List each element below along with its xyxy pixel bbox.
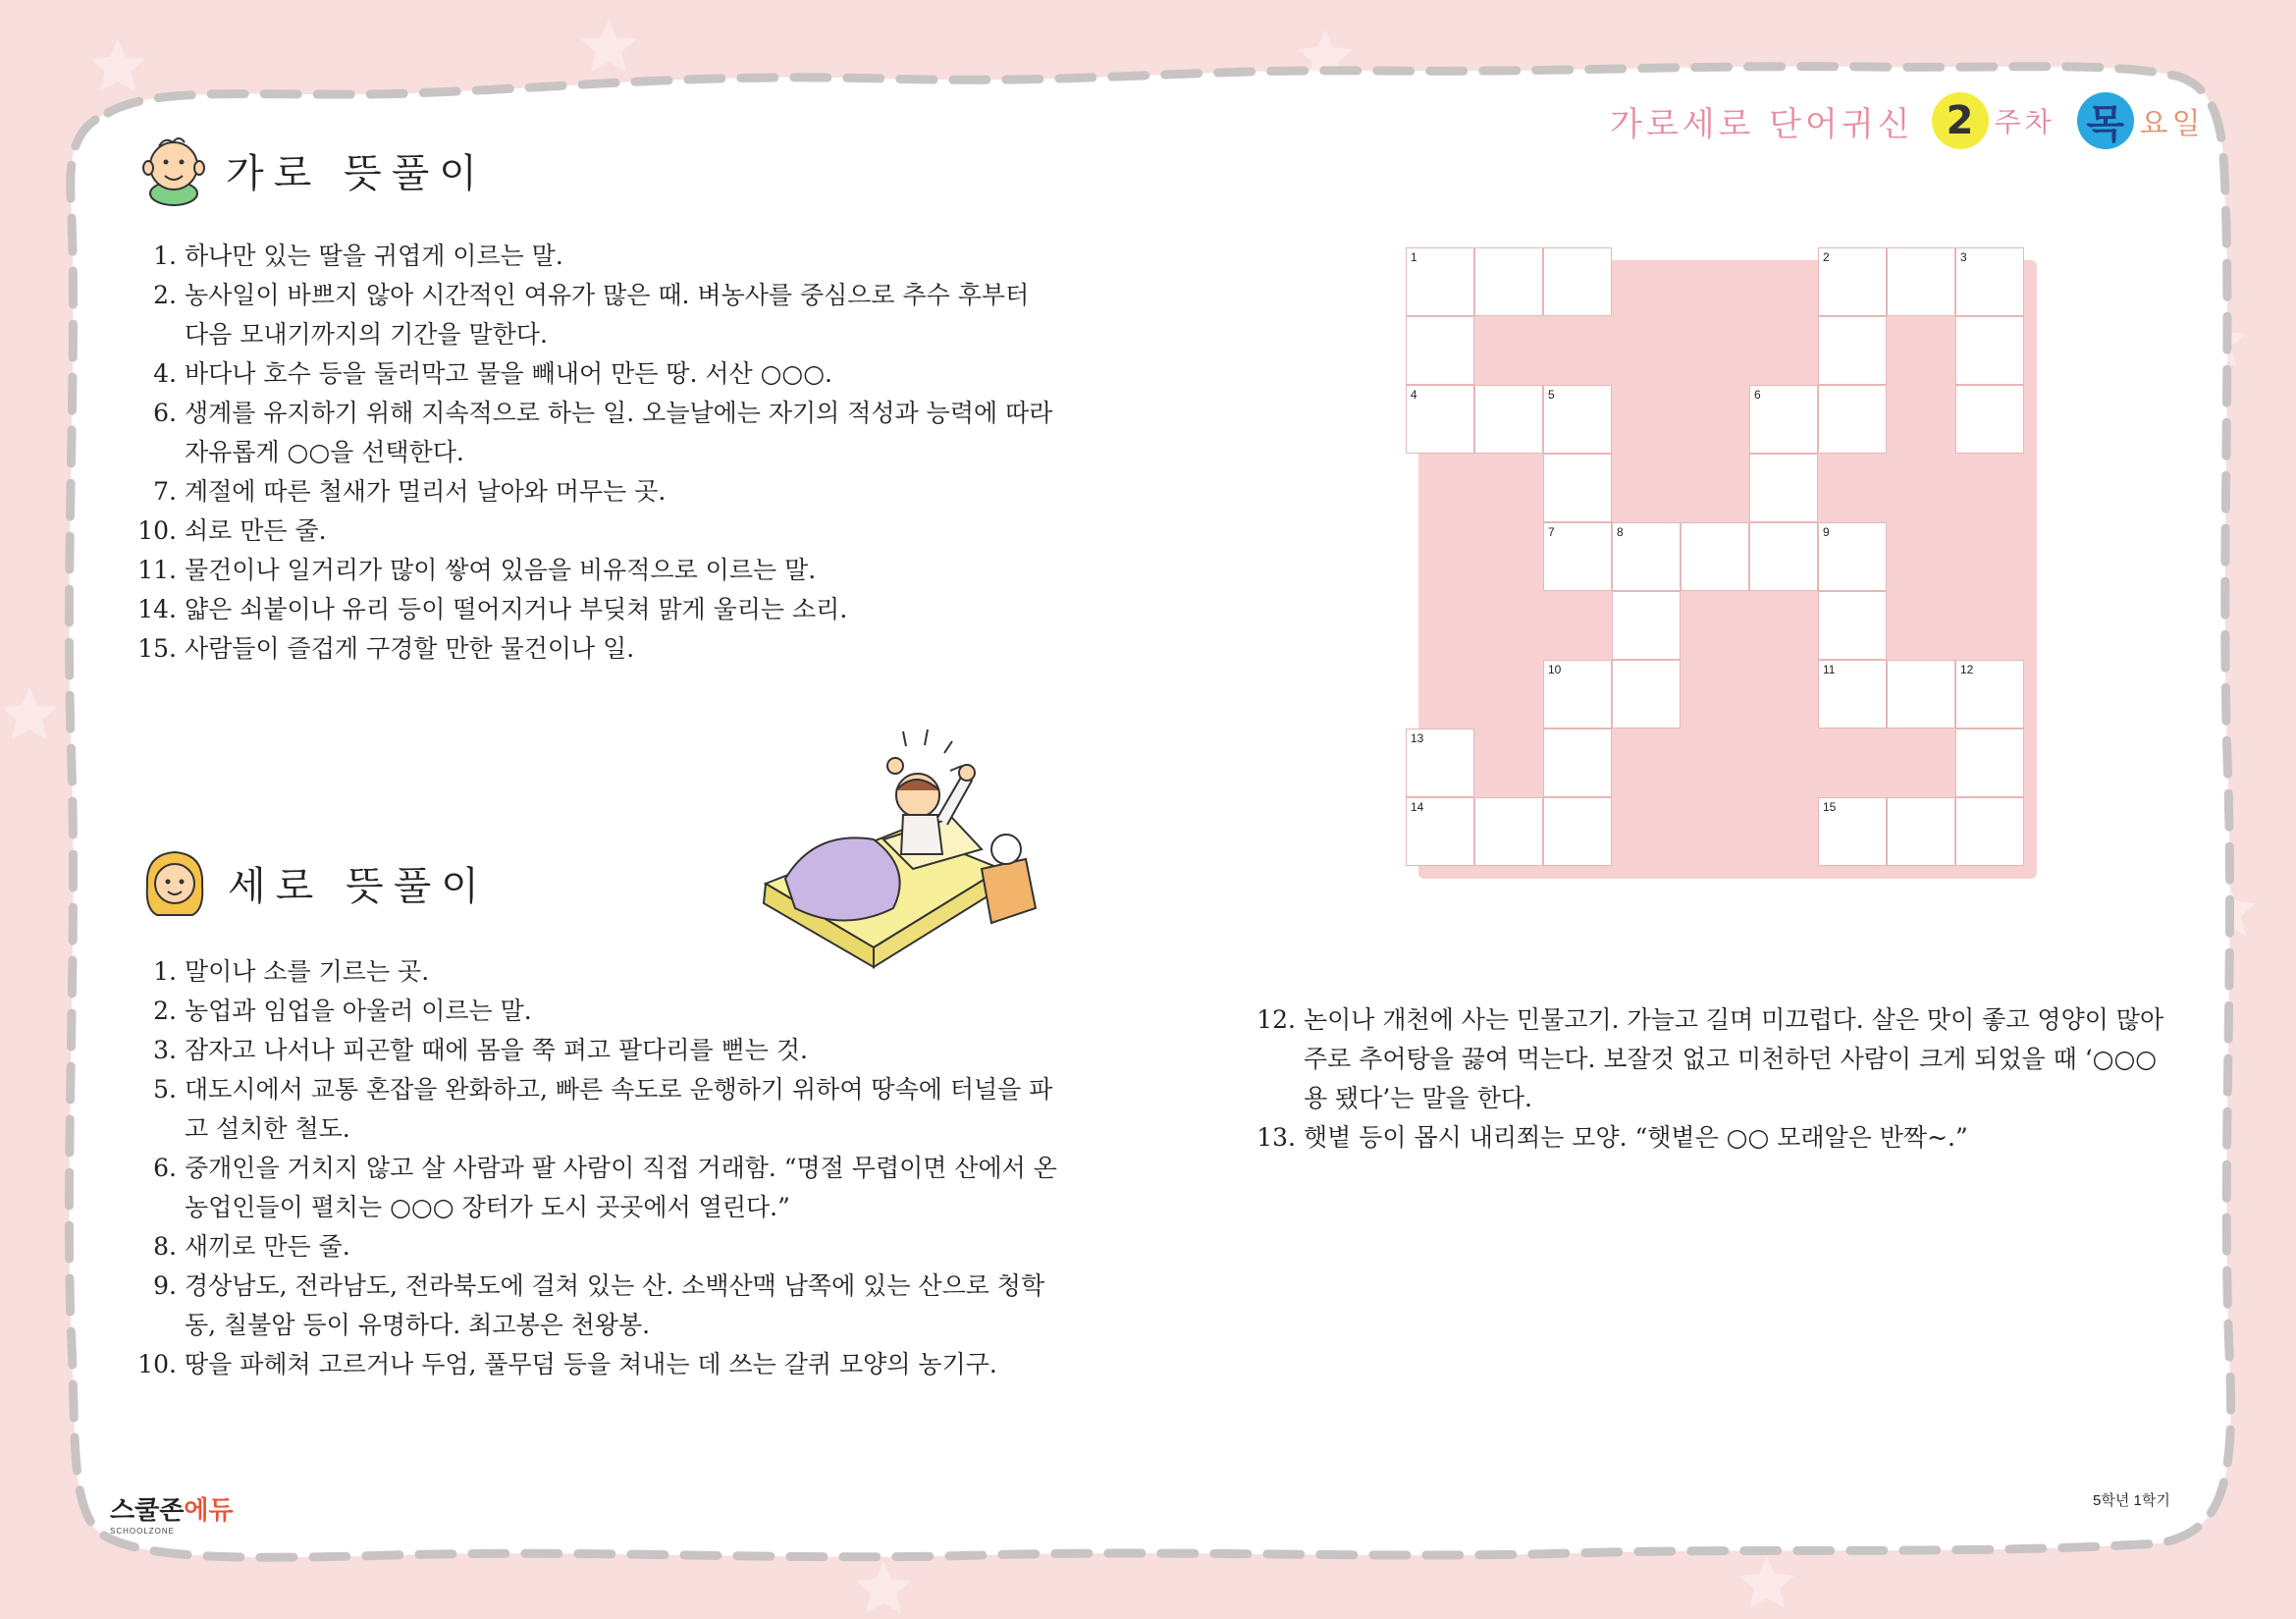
across-clue bbox=[137, 512, 1060, 551]
clue-text: 햇볕 등이 몹시 내리쬐는 모양. “햇볕은 ○○ 모래알은 반짝~.” bbox=[1304, 1123, 1968, 1152]
down-title: 세로 뜻풀이 bbox=[228, 863, 489, 909]
down-clue-list-continued bbox=[1256, 1000, 2179, 1158]
across-clue bbox=[137, 394, 1060, 472]
clue-number: 10. bbox=[137, 516, 177, 545]
clue-number: 2. bbox=[153, 997, 177, 1025]
across-clue bbox=[137, 276, 1060, 354]
clue-number: 4. bbox=[153, 359, 177, 388]
week-badge bbox=[1932, 92, 1989, 149]
crossword-cell[interactable] bbox=[1543, 729, 1612, 797]
across-clue bbox=[137, 551, 1060, 590]
clue-text: 바다나 호수 등을 둘러막고 물을 빼내어 만든 땅. 서산 ○○○. bbox=[185, 359, 833, 388]
crossword-cell[interactable] bbox=[1612, 522, 1681, 591]
week-number: 2 bbox=[1946, 98, 1974, 143]
clue-text: 말이나 소를 기르는 곳. bbox=[185, 957, 430, 986]
day-badge bbox=[2077, 92, 2134, 149]
crossword-cell[interactable] bbox=[1818, 316, 1887, 385]
waking-child-illustration bbox=[756, 722, 1050, 977]
crossword-cell-number: 8 bbox=[1617, 525, 1624, 539]
crossword-cell-number: 9 bbox=[1823, 525, 1830, 539]
clue-text: 쇠로 만든 줄. bbox=[185, 516, 327, 545]
clue-number: 7. bbox=[153, 477, 177, 506]
crossword-cell-number: 5 bbox=[1548, 388, 1555, 402]
clue-number: 14. bbox=[137, 595, 177, 623]
clue-text: 새끼로 만든 줄. bbox=[185, 1232, 350, 1261]
crossword-cell[interactable] bbox=[1543, 385, 1612, 454]
crossword-grid bbox=[1406, 247, 2024, 866]
crossword-cell-number: 12 bbox=[1960, 663, 1974, 676]
down-clue bbox=[137, 1227, 1060, 1267]
crossword-cell[interactable] bbox=[1818, 247, 1887, 316]
clue-number: 6. bbox=[153, 399, 177, 427]
crossword-cell-number: 3 bbox=[1960, 250, 1967, 264]
clue-text: 잠자고 나서나 피곤할 때에 몸을 쭉 펴고 팔다리를 뻗는 것. bbox=[185, 1036, 808, 1064]
clue-text: 중개인을 거치지 않고 살 사람과 팔 사람이 직접 거래함. “명절 무렵이면 산에서 온 농업인들이 펼치는 ○○○ 장터가 도시 곳곳에서 열린다.” bbox=[185, 1154, 1057, 1221]
crossword-cell-number: 6 bbox=[1754, 388, 1761, 402]
grade-label: 5학년 1학기 bbox=[2093, 1492, 2170, 1509]
crossword-cell[interactable] bbox=[1955, 247, 2024, 316]
crossword-cell-number: 13 bbox=[1411, 731, 1424, 745]
clue-number: 11. bbox=[137, 556, 177, 584]
across-title: 가로 뜻풀이 bbox=[226, 150, 487, 196]
crossword-cell[interactable] bbox=[1406, 797, 1474, 866]
crossword-cell[interactable] bbox=[1955, 316, 2024, 385]
clue-text: 계절에 따른 철새가 멀리서 날아와 머무는 곳. bbox=[185, 477, 667, 506]
crossword-cell[interactable] bbox=[1474, 385, 1543, 454]
across-section-title bbox=[139, 133, 487, 207]
clue-text: 농업과 임업을 아울러 이르는 말. bbox=[185, 997, 532, 1025]
across-clue bbox=[137, 629, 1060, 669]
crossword-cell[interactable] bbox=[1955, 797, 2024, 866]
clue-number: 8. bbox=[153, 1232, 177, 1261]
crossword-cell[interactable] bbox=[1818, 522, 1887, 591]
clue-number: 10. bbox=[137, 1350, 177, 1378]
crossword-cell[interactable] bbox=[1543, 797, 1612, 866]
crossword-cell-number: 14 bbox=[1411, 800, 1424, 814]
crossword-cell[interactable] bbox=[1749, 454, 1818, 522]
crossword-cell[interactable] bbox=[1887, 660, 1955, 729]
crossword-cell-number: 1 bbox=[1411, 250, 1417, 264]
down-clue bbox=[137, 1149, 1060, 1227]
crossword-cell-number: 15 bbox=[1823, 800, 1837, 814]
crossword-cell[interactable] bbox=[1887, 797, 1955, 866]
crossword-cell[interactable] bbox=[1543, 247, 1612, 316]
clue-number: 9. bbox=[153, 1271, 177, 1300]
down-clue bbox=[137, 1345, 1060, 1384]
day-label: 목 bbox=[2086, 101, 2124, 147]
crossword-cell[interactable] bbox=[1543, 522, 1612, 591]
clue-number: 15. bbox=[137, 634, 177, 663]
across-clue-list bbox=[137, 237, 1060, 669]
clue-number: 5. bbox=[153, 1075, 177, 1104]
clue-text: 경상남도, 전라남도, 전라북도에 걸쳐 있는 산. 소백산맥 남쪽에 있는 산으로 청학동, 칠불암 등이 유명하다. 최고봉은 천왕봉. bbox=[185, 1271, 1045, 1339]
crossword-cell[interactable] bbox=[1818, 797, 1887, 866]
schoolzone-logo bbox=[110, 1490, 234, 1536]
down-section-title bbox=[139, 846, 489, 919]
clue-text: 얇은 쇠붙이나 유리 등이 떨어지거나 부딪쳐 맑게 울리는 소리. bbox=[185, 595, 848, 623]
crossword-cell[interactable] bbox=[1406, 385, 1474, 454]
crossword-cell[interactable] bbox=[1543, 454, 1612, 522]
down-clue bbox=[137, 1031, 1060, 1070]
clue-text: 대도시에서 교통 혼잡을 완화하고, 빠른 속도로 운행하기 위하여 땅속에 터널을 파고 설치한 철도. bbox=[185, 1075, 1053, 1143]
crossword-cell[interactable] bbox=[1406, 247, 1474, 316]
across-clue bbox=[137, 354, 1060, 394]
crossword-cell[interactable] bbox=[1955, 729, 2024, 797]
crossword-cell[interactable] bbox=[1474, 797, 1543, 866]
logo-subtext: SCHOOLZONE bbox=[110, 1527, 176, 1536]
clue-text: 땅을 파헤쳐 고르거나 두엄, 풀무덤 등을 쳐내는 데 쓰는 갈퀴 모양의 농기구. bbox=[185, 1350, 997, 1378]
crossword-cell[interactable] bbox=[1818, 591, 1887, 660]
clue-text: 하나만 있는 딸을 귀엽게 이르는 말. bbox=[185, 242, 563, 270]
logo-accent: 에듀 bbox=[184, 1495, 234, 1525]
crossword-cell[interactable] bbox=[1681, 522, 1749, 591]
crossword-cell-number: 7 bbox=[1548, 525, 1555, 539]
clue-number: 6. bbox=[153, 1154, 177, 1182]
girl-face-icon bbox=[139, 846, 210, 919]
across-clue bbox=[137, 590, 1060, 629]
clue-text: 물건이나 일거리가 많이 쌓여 있음을 비유적으로 이르는 말. bbox=[185, 556, 817, 584]
clue-text: 농사일이 바쁘지 않아 시간적인 여유가 많은 때. 벼농사를 중심으로 추수 후부터 다음 모내기까지의 기간을 말한다. bbox=[185, 281, 1030, 349]
down-clue bbox=[137, 992, 1060, 1031]
down-clue bbox=[137, 1267, 1060, 1345]
clue-number: 1. bbox=[153, 957, 177, 986]
crossword-cell[interactable] bbox=[1818, 660, 1887, 729]
crossword-cell[interactable] bbox=[1543, 660, 1612, 729]
clue-number: 3. bbox=[153, 1036, 177, 1064]
crossword-cell-number: 11 bbox=[1823, 663, 1836, 676]
down-clue bbox=[1256, 1000, 2179, 1118]
crossword-cell-number: 4 bbox=[1411, 388, 1417, 402]
clue-number: 2. bbox=[153, 281, 177, 309]
crossword-cell[interactable] bbox=[1955, 385, 2024, 454]
crossword-cell[interactable] bbox=[1474, 247, 1543, 316]
crossword-cell[interactable] bbox=[1612, 591, 1681, 660]
down-clue bbox=[137, 952, 1060, 992]
logo-main: 스쿨존 bbox=[110, 1495, 185, 1525]
clue-number: 12. bbox=[1256, 1005, 1296, 1034]
crossword-cell-number: 10 bbox=[1548, 663, 1562, 676]
boy-face-icon bbox=[139, 133, 208, 207]
across-clue bbox=[137, 472, 1060, 512]
down-clue bbox=[1256, 1118, 2179, 1158]
across-clue bbox=[137, 237, 1060, 276]
logo-wordmark bbox=[110, 1490, 234, 1527]
down-clue-list bbox=[137, 952, 1060, 1384]
header-title: 가로세로 단어귀신 bbox=[1610, 104, 1914, 144]
crossword-cell[interactable] bbox=[1955, 660, 2024, 729]
crossword-cell[interactable] bbox=[1406, 729, 1474, 797]
clue-text: 생계를 유지하기 위해 지속적으로 하는 일. 오늘날에는 자기의 적성과 능력에 따라 자유롭게 ○○을 선택한다. bbox=[185, 399, 1053, 466]
day-suffix: 요일 bbox=[2139, 107, 2205, 141]
crossword-cell[interactable] bbox=[1406, 316, 1474, 385]
worksheet-header bbox=[1610, 86, 2209, 155]
clue-text: 사람들이 즐겁게 구경할 만한 물건이나 일. bbox=[185, 634, 635, 663]
down-clue bbox=[137, 1070, 1060, 1149]
crossword-cell[interactable] bbox=[1612, 660, 1681, 729]
crossword-cell[interactable] bbox=[1749, 385, 1818, 454]
crossword-cell-number: 2 bbox=[1823, 250, 1830, 264]
crossword-cell[interactable] bbox=[1887, 247, 1955, 316]
clue-number: 1. bbox=[153, 242, 177, 270]
crossword-cell[interactable] bbox=[1749, 522, 1818, 591]
clue-number: 13. bbox=[1256, 1123, 1296, 1152]
clue-text: 논이나 개천에 사는 민물고기. 가늘고 길며 미끄럽다. 살은 맛이 좋고 영양이 많아 주로 추어탕을 끓여 먹는다. 보잘것 없고 미천하던 사람이 크게 되었을 때 ‘○○○ 용 됐다’는 말을 한다. bbox=[1304, 1005, 2164, 1112]
crossword-cell[interactable] bbox=[1818, 385, 1887, 454]
week-suffix: 주차 bbox=[1994, 106, 2056, 138]
